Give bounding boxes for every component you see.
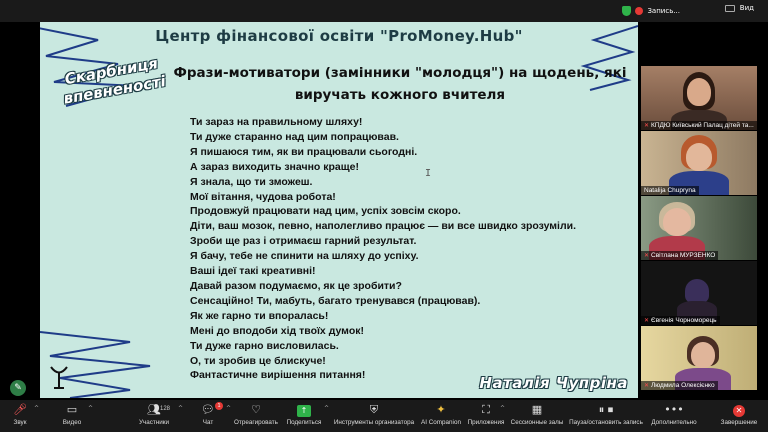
more-dots-icon: ••• bbox=[664, 403, 684, 416]
annotate-pencil-icon[interactable]: ✎ bbox=[10, 380, 26, 396]
phrase-item: Як же гарно ти впоралась! bbox=[190, 309, 329, 322]
participant-silhouette bbox=[685, 279, 709, 303]
phrase-item: Зроби ще раз і отримаєш гарний результат. bbox=[190, 235, 417, 248]
slide-signature: Наталія Чупріна bbox=[479, 374, 628, 392]
sparkle-icon: ✦ bbox=[436, 403, 446, 416]
phrase-item: О, ти зробив це блискуче! bbox=[190, 354, 326, 367]
phrase-item: Я пишаюся тим, як ви працювали сьогодні. bbox=[190, 145, 418, 158]
participant-video-strip bbox=[641, 66, 757, 389]
phrase-item: Ваші ідеї такі креативні! bbox=[190, 265, 316, 278]
apps-button[interactable]: ⛶ Приложения ^ bbox=[462, 403, 510, 431]
participants-count: 128 bbox=[160, 406, 171, 412]
slide-title: Центр фінансової освіти "ProMoney.Hub" bbox=[155, 27, 523, 45]
phrase-item: Давай разом подумаємо, як це зробити? bbox=[190, 279, 402, 292]
view-label: Вид bbox=[739, 4, 754, 12]
participant-name-label: ✕ КПДЮ Київський Палац дітей та... bbox=[641, 121, 757, 130]
shield-icon: ⛨ bbox=[369, 403, 379, 416]
meeting-top-bar bbox=[0, 0, 768, 22]
phrase-item: Ти дуже старанно над цим попрацював. bbox=[190, 130, 399, 143]
share-screen-icon: ↑ bbox=[297, 405, 311, 417]
participant-tile-active-speaker[interactable] bbox=[641, 131, 757, 195]
phrase-item: Сенсаційно! Ти, мабуть, багато тренувався (працював). bbox=[190, 294, 481, 307]
participant-tile[interactable] bbox=[641, 326, 757, 390]
participant-tile[interactable] bbox=[641, 196, 757, 260]
phrase-item: Мені до вподоби хід твоїх думок! bbox=[190, 324, 364, 337]
video-button[interactable]: ▭ Видео ^ bbox=[44, 403, 100, 431]
video-camera-icon: ▭ bbox=[66, 403, 78, 416]
heart-icon: ♡ bbox=[251, 403, 261, 416]
mic-muted-icon: ✕ bbox=[644, 383, 650, 389]
phrase-item: А зараз виходить значно краще! bbox=[190, 160, 359, 173]
chevron-up-icon[interactable]: ^ bbox=[88, 405, 94, 412]
participant-face bbox=[663, 208, 691, 236]
slide-side-label: Скарбниця впевненості bbox=[62, 54, 168, 108]
participant-face bbox=[691, 342, 715, 368]
mic-muted-icon: ✕ bbox=[644, 318, 650, 324]
audio-button[interactable]: 🎤︎ Звук ^ bbox=[0, 403, 44, 431]
react-button[interactable]: ♡ Отреагировать bbox=[226, 403, 286, 431]
chevron-up-icon[interactable]: ^ bbox=[226, 405, 232, 412]
recording-label: Запись... bbox=[647, 7, 680, 15]
ai-companion-button[interactable]: ✦ AI Companion bbox=[416, 403, 466, 431]
chevron-up-icon[interactable]: ^ bbox=[34, 405, 40, 412]
mic-muted-icon: ✕ bbox=[644, 123, 650, 129]
phrase-item: Фантастичне вирішення питання! bbox=[190, 369, 366, 382]
phrase-item: Мої вітання, чудова робота! bbox=[190, 190, 336, 203]
apps-icon: ⛶ bbox=[482, 403, 490, 416]
microphone-muted-icon: 🎤︎ bbox=[13, 403, 27, 416]
phrase-item: Продовжуй працювати над цим, успіх зовсім скоро. bbox=[190, 205, 461, 218]
chevron-up-icon[interactable]: ^ bbox=[324, 405, 330, 412]
phrase-item: Ти дуже гарно висловилась. bbox=[190, 339, 339, 352]
host-tools-button[interactable]: ⛨ Инструменты организатора bbox=[333, 403, 415, 426]
phrase-item: Я бачу, тебе не спинити на шляху до успіху. bbox=[190, 250, 419, 263]
end-meeting-button[interactable]: ✕ Завершение bbox=[720, 406, 758, 426]
chat-icon: 💬︎ 1 bbox=[180, 403, 236, 417]
chat-button[interactable]: 💬︎ 1 Чат ^ bbox=[180, 403, 236, 431]
more-button[interactable]: ••• Дополнительно bbox=[646, 403, 702, 431]
slide-subtitle: Фрази-мотиватори (замінники "молодця") на щодень, які виручать кожного вчителя bbox=[173, 65, 627, 103]
phrase-item: Ти зараз на правильному шляху! bbox=[190, 116, 363, 128]
participant-name-label: ✕ Євгенія Чорноморець bbox=[641, 316, 720, 325]
share-screen-button[interactable]: ↑ Поделиться ^ bbox=[286, 405, 330, 426]
text-cursor-icon: I bbox=[425, 168, 432, 179]
close-icon: ✕ bbox=[733, 405, 745, 417]
participant-name-label: Natalija Chupryna bbox=[641, 186, 699, 195]
participant-tile[interactable] bbox=[641, 261, 757, 325]
view-button[interactable] bbox=[725, 4, 754, 12]
participant-face bbox=[686, 143, 712, 171]
participants-button[interactable]: 👥︎ 128 Участники ^ bbox=[124, 403, 184, 431]
participant-tile[interactable] bbox=[641, 66, 757, 130]
organization-logo-icon bbox=[48, 364, 70, 390]
shared-screen-slide bbox=[40, 22, 638, 398]
phrase-item: Діти, ваш мозок, певно, наполегливо працює — ви все швидко зрозуміли. bbox=[190, 220, 577, 233]
breakout-rooms-button[interactable]: ▦ Сессионные залы bbox=[508, 403, 566, 431]
recording-dot-icon bbox=[635, 7, 643, 15]
shield-icon bbox=[622, 6, 631, 16]
chevron-up-icon[interactable]: ^ bbox=[178, 405, 184, 412]
participant-name-label: ✕ Світлана МУРЗЕНКО bbox=[641, 251, 718, 260]
mic-muted-icon: ✕ bbox=[644, 253, 650, 259]
chevron-up-icon[interactable]: ^ bbox=[500, 405, 506, 412]
pause-stop-icon: ⏸︎ ⏹︎ bbox=[598, 403, 614, 416]
participant-face bbox=[687, 78, 711, 106]
participants-icon: 👥︎ 128 bbox=[147, 403, 171, 416]
participant-name-label: ✕ Людмила Олексієнко bbox=[641, 381, 718, 390]
meeting-toolbar bbox=[0, 400, 768, 432]
recording-indicator[interactable] bbox=[622, 4, 680, 18]
chat-unread-badge: 1 bbox=[215, 402, 223, 410]
pause-stop-recording-button[interactable]: ⏸︎ ⏹︎ Пауза/остановить запись bbox=[566, 403, 646, 431]
view-grid-icon bbox=[725, 5, 735, 12]
phrase-item: Я знала, що ти зможеш. bbox=[190, 175, 313, 188]
phrase-list bbox=[190, 115, 638, 383]
grid-icon: ▦ bbox=[531, 403, 543, 416]
